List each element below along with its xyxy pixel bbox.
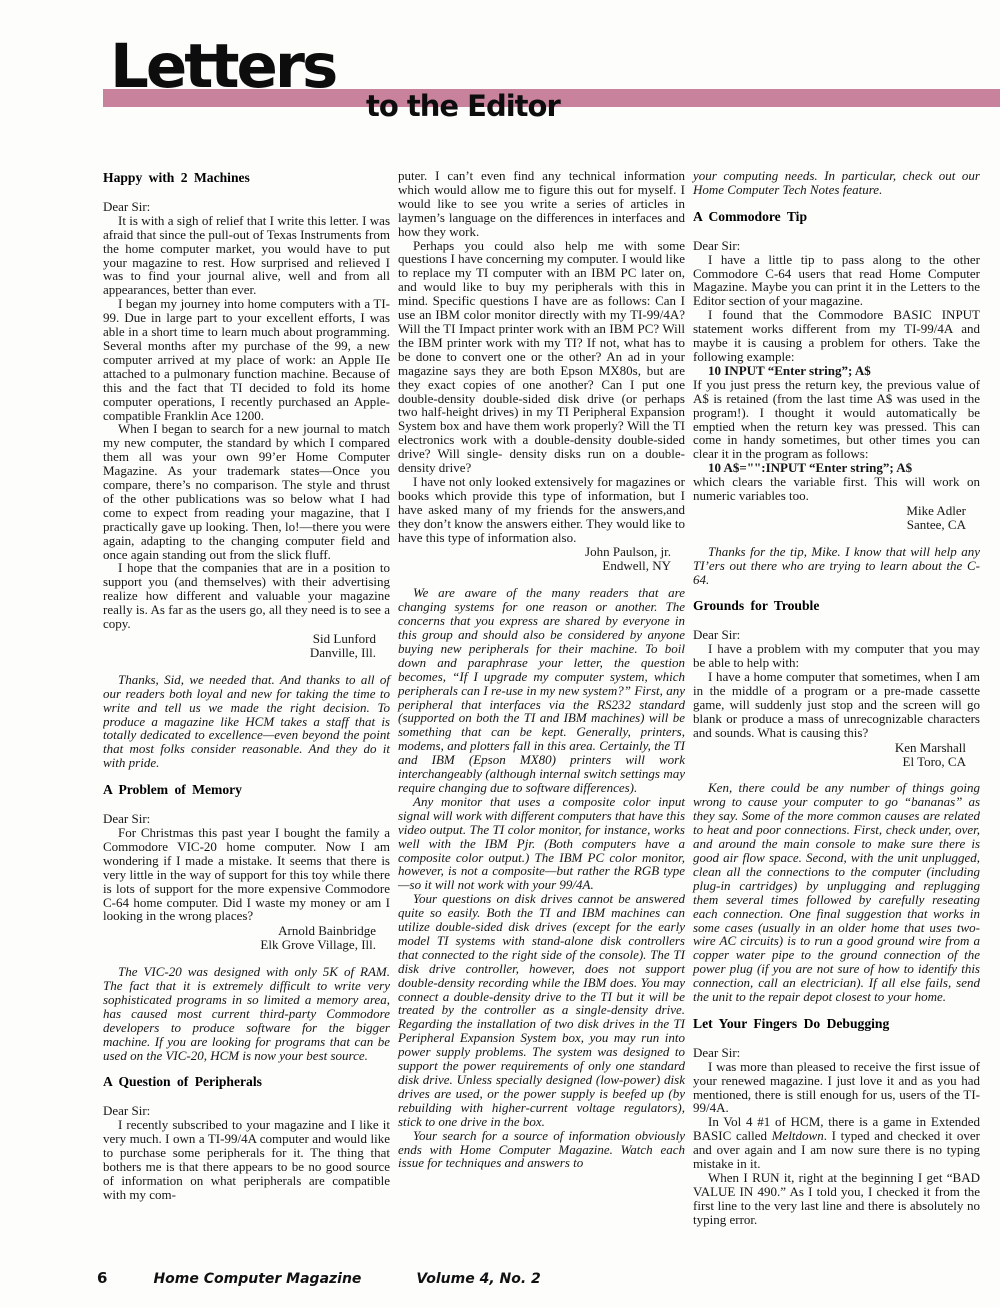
page-header	[0, 0, 1000, 160]
letter-paragraph: Dear Sir:	[103, 811, 151, 827]
emphasized-text: Meltdown	[771, 1128, 824, 1144]
letter-paragraph: If you just press the return key, the previous value of A$ is retained (from the last time A$ was used in the program!). I thought it would automatically be emptied when the return key was pressed. This can come in handy sometimes, but other times you can clear it in the program as follows:	[693, 376, 980, 462]
editor-reply: Ken, there could be any number of things going wrong to cause your computer to go “bananas” as they say. Some of the more common causes are related to heat and poor connections. First, check under, over, and around the main console to make sure there is good air flow space. Second, with the unit unplugged, clean all the connections to the computer (including plug-in cartridges) by unplugging and replugging them several times followed by carefully reseating each connection. One final suggestion that works in some cases (usually in an older home that uses two-wire AC circuits) is to run a good ground wire from a copper water pipe to the ground connection of the power plug (if you are not sure of how to identify this connection, call an electrician). If all else fails, send the unit to the repair depot closest to your home.	[693, 780, 980, 1005]
letter-paragraph: Perhaps you could also help me with some questions I have concerning my computer. I would like to replace my TI computer with an IBM PC later on, and would like to buy my peripherals with this in mind. Specific questions I have are as follows: Can I use an IBM color monitor directly with my TI-99/4A? Will the TI Impact printer work with an IBM PC? Will the IBM printer work with my TI? If not, what has to be done to convert one or the other? An ad in your magazine says they are both Epson MX80s, but are they exact copies of one another? Can I put one double-density double-sided disk drive (or perhaps two half-height drives) in my TI Peripheral Expansion System box and have them work properly? Will the TI electronics work with a double-density double-sided drive? Will single- density disks run on a double-density drive?	[398, 237, 685, 476]
signature-name: Sid Lunford	[312, 631, 376, 646]
footer-issue: Volume 4, No. 2	[416, 1271, 541, 1287]
column-1	[103, 169, 390, 1271]
editor-reply: We are aware of the many readers that are changing systems for one reason or another. The concerns that you express are shared by everyone in this group and should also be considered by anyone buying new peripherals for their machine. To boil down and paraphrase your letter, the question becomes, “If I upgrade my computer system, which peripherals can I re-use in my new system?” First, any peripheral that interfaces via the RS232 standard (supported on both the TI and IBM machines) will be something that can be kept. Generally, printers, modems, and plotters fall in this area. Certainly, the TI and IBM (Epson MX80) printers will work interchangeably (although internal switch settings may require changing due to software differences).	[398, 585, 685, 795]
letter-paragraph: I hope that the companies that are in a position to support you (and themselves) with their advertising realize how different and valuable your magazine really is. As far as the users go, all they need is to see a copy.	[103, 560, 390, 632]
letter-paragraph: Dear Sir:	[693, 627, 741, 643]
letter-paragraph: I found that the Commodore BASIC INPUT statement works different from my TI-99/4A and maybe it is causing a problem for others. Take the following example:	[693, 307, 980, 364]
letter-paragraph: puter. I can’t even find any technical information which would allow me to figure this out for myself. I would like to see you write a series of articles in laymen’s language on the differences in interfaces and how they work.	[398, 169, 685, 239]
letter-paragraph: I began my journey into home computers with a TI-99. Due in large part to your excellent efforts, I was able in a short time to learn much about programming. Several months after my purchase of the 99, a new computer arrived at my place of work: an Apple IIe attached to a pulmonary function machine. Because of this and the fact that TI decided to fold its home computer operations, I recently purchased an Apple-compatible Franklin Ace 1200.	[103, 296, 390, 423]
page-title: Letters	[110, 31, 336, 102]
text-run: . I typed and checked it over and over again and I am now sure there is no typing mistake in it.	[693, 1128, 980, 1172]
letter-paragraph: For Christmas this past year I bought the family a Commodore VIC-20 home computer. Now I am wondering if I made a mistake. It seems that there is very little in the way of support for this toy while there is lots of support for the more expensive Commodore C-64 home computer. Did I waste my money or am I looking in the wrong places?	[103, 824, 390, 924]
editor-reply: The VIC-20 was designed with only 5K of RAM. The fact that it is extremely difficult to write very sophisticated programs in so limited a memory area, has caused most current third-party Commodore developers to produce software for the bigger machine. If you are looking for programs that can be used on the VIC-20, HCM is now your best source.	[103, 964, 390, 1063]
text-run: In Vol 4 #1 of HCM, there is a game in Extended BASIC called	[693, 1114, 980, 1144]
editor-reply: Your questions on disk drives cannot be answered quite so easily. Both the TI and IBM machines can utilize double-sided disk drives (except for the early model TI systems with stand-alone disk controllers that connected to the right side of the console). The TI disk drive controller, however, does not support double-density recording while the IBM does. You may connect a double-density drive to the TI but it will be treated by the controller as a single-density drive. Regarding the installation of two disk drives in the TI Peripheral Expansion System box, you may run into power supply problems. The system was designed to support the power requirements of only one standard disk drive. Unless specially designed (low-power) disk drives are used, or the power supply is beefed up (by rebuilding with higher-current voltage regulators), stick to one drive in the box.	[398, 891, 685, 1129]
letters-columns	[103, 169, 980, 1271]
signature-location: Santee, CA	[906, 516, 966, 532]
letter-paragraph: Dear Sir:	[693, 237, 741, 253]
column-2	[398, 169, 685, 1271]
signature	[103, 924, 390, 952]
signature-location: Elk Grove Village, Ill.	[260, 937, 376, 953]
letter-paragraph: When I RUN it, right at the beginning I get “BAD VALUE IN 490.” As I told you, I checked it from the first line to the very last line and there is absolutely no typing error.	[693, 1170, 980, 1227]
editor-reply: Thanks, Sid, we needed that. And thanks to all of our readers both loyal and new for taking the time to write and tell us we made the right decision. To produce a magazine like HCM takes a staff that is totally dedicated to excellence—even beyond the point that most folks consider reasonable. And they do it with pride.	[103, 671, 390, 771]
signature-location: Endwell, NY	[602, 558, 671, 574]
letter-heading: Grounds for Trouble	[693, 598, 820, 614]
editor-reply: Thanks for the tip, Mike. I know that will help any TI’ers out there who are trying to learn about the C-64.	[693, 543, 980, 587]
letter-heading: A Commodore Tip	[693, 208, 808, 224]
letter-paragraph: I have a home computer that sometimes, when I am in the middle of a program or a pre-made cassette game, will suddenly just stop and the screen will go blank or produce a mass of unrecognizable characters and sounds. What is causing this?	[693, 669, 980, 740]
signature-name: John Paulson, jr.	[585, 544, 671, 560]
signature-location: El Toro, CA	[902, 753, 966, 769]
signature-name: Arnold Bainbridge	[278, 923, 376, 939]
letter-paragraph: I have not only looked extensively for magazines or books which provide this type of information, but I have asked many of my friends for the answers,and they don’t know the answers either. They would like to have this type of information also.	[398, 473, 685, 545]
column-3	[693, 169, 980, 1271]
letter-paragraph: Dear Sir:	[103, 198, 151, 214]
letter-paragraph: I recently subscribed to your magazine and I like it very much. I own a TI-99/4A computer and would like to purchase some peripherals for it. The thing that bothers me is that there appears to be no good source of information on what peripherals are compatible with my com-	[103, 1117, 390, 1202]
signature-name: Mike Adler	[906, 502, 966, 518]
letter-paragraph: When I began to search for a new journal to match my new computer, the standard by which I compared them all was your own 99’er Home Computer Magazine. As your trademark states—Once you compare, there’s no comparison. The style and thrust of the other publications was so below what I had come to expect from reading your magazine, that I practically gave up looking. Then, lo!—there you were again, adapting to the changing computer field and once again standing out from the slick fluff.	[103, 421, 390, 562]
editor-reply: Your search for a source of information obviously ends with Home Computer Magazine. Watch each issue for techniques and answers to	[398, 1127, 685, 1171]
letter-paragraph: I have a little tip to pass along to the other Commodore C-64 users that read Home Computer Magazine. Maybe you can print it in the Letters to the Editor section of your magazine.	[693, 251, 980, 309]
signature-location: Danville, Ill.	[309, 644, 376, 660]
letter-paragraph: I have a problem with my computer that you may be able to help with:	[693, 641, 980, 671]
editor-reply: Any monitor that uses a composite color input signal will work with different computers that have this video output. The TI color monitor, for instance, works well with the IBM Pjr. (Both computers have a composite color output.) The IBM PC color monitor, however, is not a composite—but rather the RGB type—so it will not work with your 99/4A.	[398, 793, 685, 893]
signature	[693, 504, 980, 532]
letter-heading: Happy with 2 Machines	[103, 170, 250, 185]
signature-name: Ken Marshall	[894, 739, 966, 755]
letter-paragraph: It is with a sigh of relief that I write this letter. I was afraid that since the pull-out of Texas Instruments from the home computer market, you would have to put your magazine to rest. How surprised and relieved I was to find your journal alive, well and from all appearances, better than ever.	[103, 212, 390, 298]
basic-code-line: 10 A$="":INPUT “Enter string”; A$	[708, 460, 913, 476]
letter-heading: Let Your Fingers Do Debugging	[693, 1015, 890, 1031]
signature	[103, 632, 390, 660]
basic-code-line: 10 INPUT “Enter string”; A$	[708, 362, 871, 378]
letter-paragraph	[693, 1115, 980, 1171]
letter-heading: A Problem of Memory	[103, 782, 242, 798]
letter-paragraph: I was more than pleased to receive the first issue of your renewed magazine. I just love it and as you had mentioned, there is still enough for us, users of the TI-99/4A.	[693, 1058, 980, 1116]
letter-paragraph: Dear Sir:	[103, 1103, 151, 1119]
page-footer	[97, 1269, 957, 1287]
letter-paragraph: which clears the variable first. This will work on numeric variables too.	[693, 474, 980, 504]
footer-magazine-title: Home Computer Magazine	[153, 1271, 362, 1287]
signature	[398, 545, 685, 573]
page-subtitle: to the Editor	[366, 89, 560, 123]
editor-reply: your computing needs. In particular, check out our Home Computer Tech Notes feature.	[693, 169, 980, 197]
letter-paragraph: Dear Sir:	[693, 1044, 741, 1060]
signature	[693, 741, 980, 769]
letter-heading: A Question of Peripherals	[103, 1074, 262, 1090]
page-number: 6	[97, 1269, 108, 1287]
